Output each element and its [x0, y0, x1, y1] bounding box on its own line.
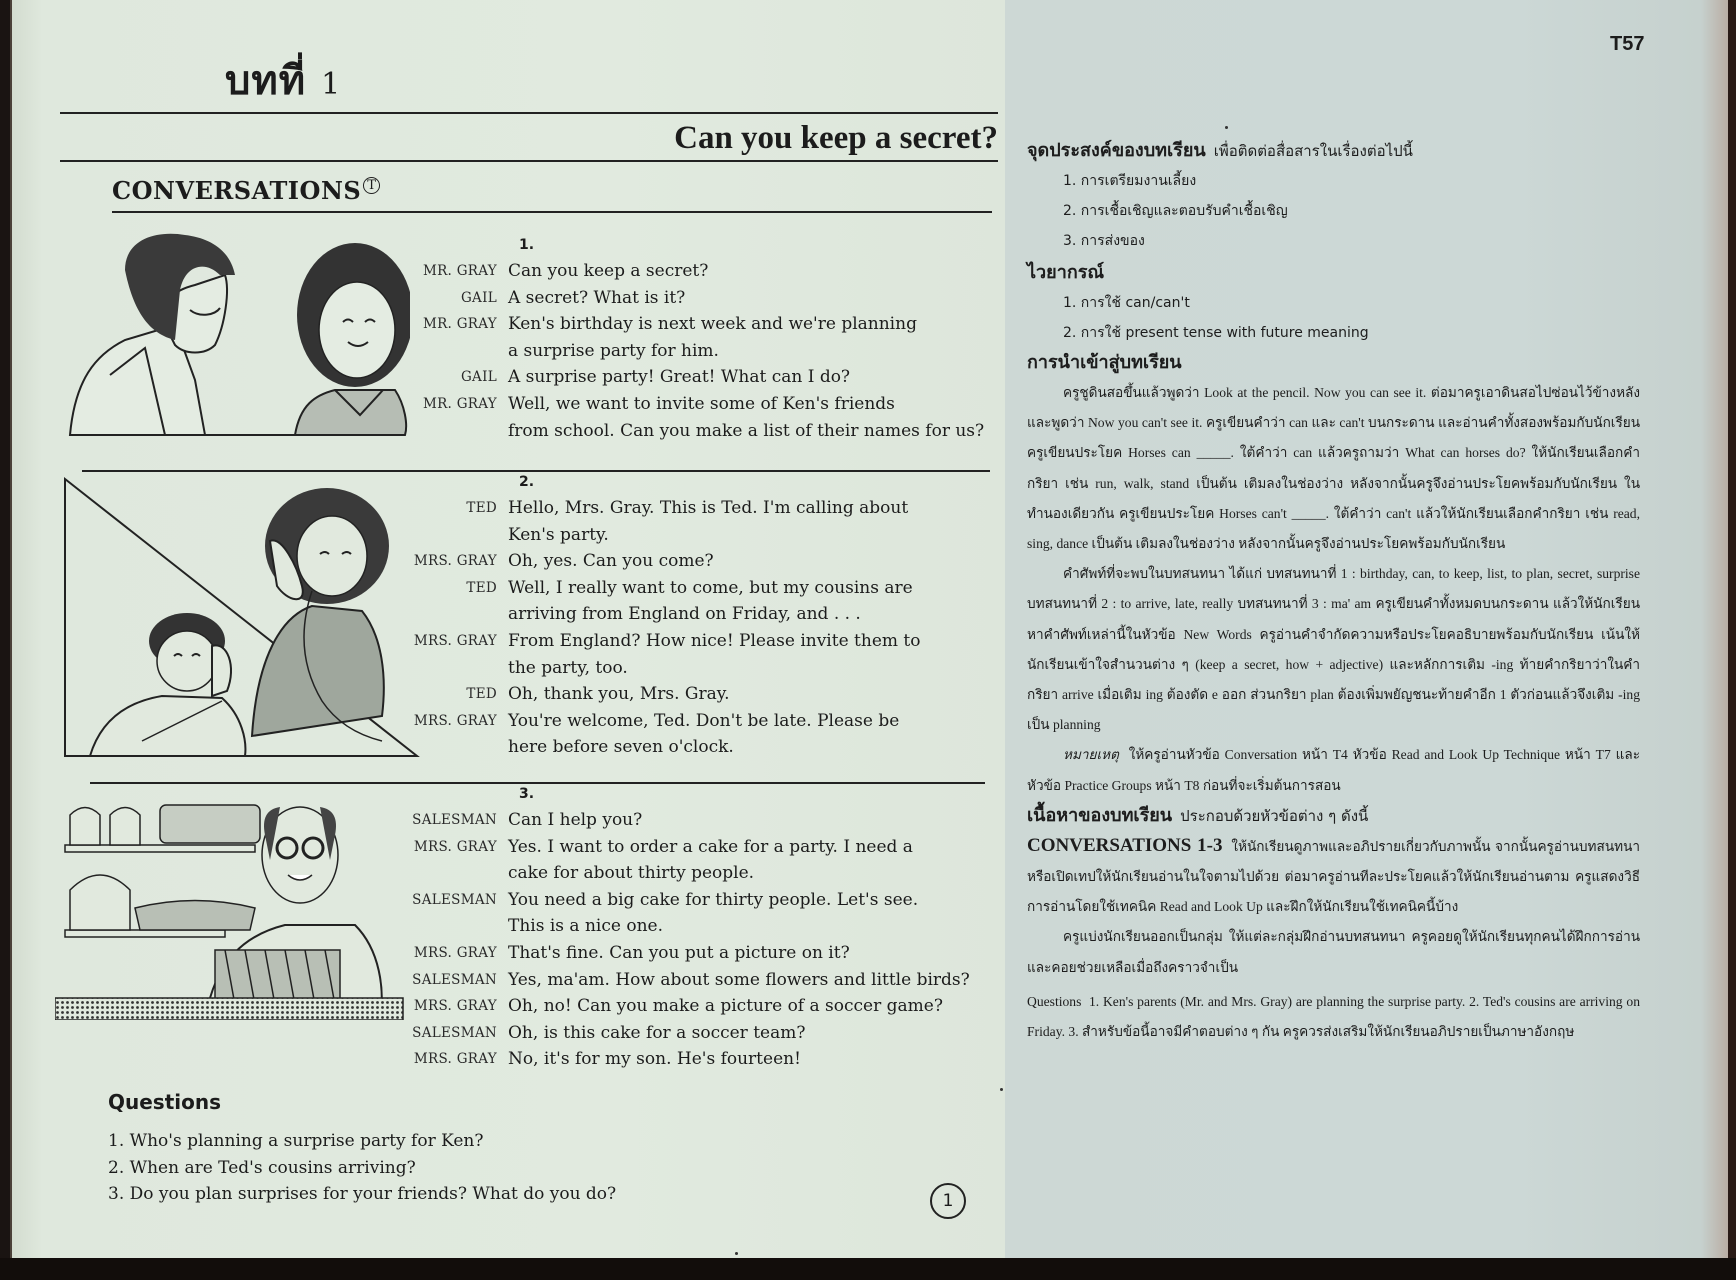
speaker: MRS. GRAY [413, 632, 497, 649]
dialog-line [380, 391, 1000, 418]
objectives-heading-text: จุดประสงค์ของบทเรียน [1027, 140, 1206, 161]
questions-heading: Questions [108, 1090, 222, 1114]
dialog-line [380, 601, 1000, 628]
dialog-line [380, 940, 1000, 967]
dialog-line [380, 1046, 1000, 1073]
speaker: TED [466, 686, 497, 703]
conversations-text: ให้นักเรียนดูภาพและอภิปรายเกี่ยวกับภาพนั้น จากนั้นครูอ่านบทสนทนาหรือเปิดเทปให้นักเรียนอ่านในใจตามไปด้วย ต่อมาครูอ่านทีละประโยคแล้วให้นักเรียนอ่านตาม ครูแสดงวิธีการอ่านโดยใช้เทคนิค Read and Look Up และฝึกให้นักเรียนใช้เทคนิคนี้บ้าง [1027, 838, 1640, 915]
content-tail: ประกอบด้วยหัวข้อต่าง ๆ ดังนี้ [1180, 806, 1369, 825]
speaker: SALESMAN [412, 971, 497, 988]
lesson-title [225, 48, 341, 112]
note-label: หมายเหตุ [1063, 747, 1119, 763]
utterance: Ken's party. [508, 524, 609, 545]
note-text: ให้ครูอ่านหัวข้อ Conversation หน้า T4 หัวข้อ Read and Look Up Technique หน้า T7 และหัวข้อ Practice Groups หน้า T8 ก่อนที่จะเริ่มต้นการสอน [1027, 747, 1640, 793]
teacher-page-number: T57 [1610, 33, 1645, 55]
utterance: A secret? What is it? [508, 287, 686, 308]
question-item: 1. Who's planning a surprise party for Ken? [108, 1131, 484, 1151]
dialog-line [380, 628, 1000, 655]
print-speck [1225, 126, 1228, 129]
dialog-line [380, 258, 1000, 285]
groups-paragraph: ครูแบ่งนักเรียนออกเป็นกลุ่ม ให้แต่ละกลุ่มฝึกอ่านบทสนทนา ครูคอยดูให้นักเรียนทุกคนได้ฝึกการอ่าน และคอยช่วยเหลือเมื่อถึงคราวจำเป็น [1027, 929, 1640, 975]
speaker: MRS. GRAY [413, 838, 497, 855]
utterance: Well, I really want to come, but my cousins are [508, 577, 913, 598]
utterance: Well, we want to invite some of Ken's friends [508, 393, 895, 414]
teacher-note-marker-icon: T [363, 177, 380, 194]
intro-paragraph: ครูชูดินสอขึ้นแล้วพูดว่า Look at the pencil. Now you can see it. ต่อมาครูเอาดินสอไปซ่อนไว้ข้างหลัง และพูดว่า Now you can't see it. ครูเขียนคำว่า can และ can't บนกระดาน และอ่านคำทั้งสองพร้อมกับนักเรียน ครูเขียนประโยค Horses can _____. ใต้คำว่า can แล้วครูถามว่า What can horses do? ให้นักเรียนเลือกคำกริยา เช่น run, walk, stand เป็นต้น เติมลงในช่องว่าง หลังจากนั้นครูจึงอ่านประโยคพร้อมกับนักเรียน ในทำนองเดียวกัน ครูเขียนประโยค Horses can't _____. ใต้คำว่า can't แล้วให้นักเรียนเลือกคำกริยา เช่น read, sing, dance เป็นต้น เติมลงในช่องว่าง หลังจากนั้นครูจึงอ่านประโยคพร้อมกับนักเรียน [1027, 385, 1640, 552]
lesson-label: บทที่ [225, 57, 307, 104]
question-item: 3. Do you plan surprises for your friends? What do you do? [108, 1184, 617, 1204]
speaker: MR. GRAY [422, 395, 497, 412]
dialog-line [380, 418, 1000, 445]
utterance: arriving from England on Friday, and . . . [508, 604, 861, 625]
print-speck [735, 1252, 738, 1255]
objectives-tail: เพื่อติดต่อสื่อสารในเรื่องต่อไปนี้ [1213, 142, 1413, 160]
answers-text: 1. Ken's parents (Mr. and Mrs. Gray) are planning the surprise party. 2. Ted's cousins are arriving on Friday. 3. สำหรับข้อนี้อาจมีคำตอบต่าง ๆ กัน ครูควรส่งเสริมให้นักเรียนอภิปรายเป็นภาษาอังกฤษ [1027, 993, 1640, 1040]
dialog-1 [380, 233, 1000, 444]
page-number-badge: 1 [930, 1183, 966, 1219]
dialog-line [380, 311, 1000, 338]
speaker: GAIL [460, 289, 497, 306]
utterance: the party, too. [508, 657, 628, 678]
dialog-line [380, 834, 1000, 861]
utterance: Can you keep a secret? [508, 261, 709, 281]
content-heading-text: เนื้อหาของบทเรียน [1027, 804, 1173, 826]
note-paragraph [1027, 740, 1640, 800]
grammar-item: 2. การใช้ present tense with future meaning [1063, 325, 1369, 341]
utterance: Oh, thank you, Mrs. Gray. [508, 684, 730, 705]
vocab-paragraph: คำศัพท์ที่จะพบในบทสนทนา ได้แก่ บทสนทนาที่ 1 : birthday, can, to keep, list, to plan, secret, surprise บทสนทนาที่ 2 : to arrive, late, really บทสนทนาที่ 3 : ma' am ครูเขียนคำทั้งหมดบนกระดาน แล้วให้นักเรียนหาคำศัพท์เหล่านี้ในหัวข้อ New Words ครูอ่านคำจำกัดความหรือประโยคอธิบายพร้อมกับนักเรียน เน้นให้นักเรียนเข้าใจสำนวนต่าง ๆ (keep a secret, how + adjective) และหลักการเติม -ing ท้ายคำกริยาว่าในคำกริยา arrive เมื่อเติม ing ต้องตัด e ออก ส่วนกริยา plan ต้องเพิ่มพยัญชนะท้ายคำอีก 1 ตัวก่อนแล้วจึงเติม -ing เป็น planning [1027, 566, 1640, 733]
dialog-line [380, 548, 1000, 575]
dialog-2 [380, 468, 1000, 761]
title-rule-bottom [60, 160, 998, 162]
answers-label: Questions [1027, 993, 1082, 1009]
utterance: This is a nice one. [508, 916, 663, 937]
conversations-paragraph [1027, 831, 1640, 923]
utterance: Oh, yes. Can you come? [508, 551, 714, 572]
dialog-line [380, 1020, 1000, 1047]
dialog-number: 3. [519, 786, 535, 802]
grammar-heading: ไวยากรณ์ [1027, 262, 1105, 283]
questions-list [108, 1128, 616, 1208]
speaker: SALESMAN [412, 1024, 497, 1041]
utterance: You're welcome, Ted. Don't be late. Please be [508, 710, 900, 731]
speaker: MR. GRAY [422, 263, 497, 279]
speaker: SALESMAN [412, 891, 497, 908]
utterance: cake for about thirty people. [508, 863, 755, 884]
speaker: MRS. GRAY [413, 712, 497, 729]
speaker: MRS. GRAY [413, 944, 497, 961]
dialog-line [380, 708, 1000, 735]
illustration-mr-gray-and-gail [65, 230, 410, 440]
conversations-label: CONVERSATIONS 1-3 [1027, 834, 1223, 856]
speaker: MRS. GRAY [413, 1051, 497, 1068]
dialog-line [380, 364, 1000, 391]
lesson-main-title: Can you keep a secret? [674, 120, 998, 156]
illustration-phone-call [62, 476, 422, 761]
speaker: MR. GRAY [422, 316, 497, 333]
utterance: Oh, is this cake for a soccer team? [508, 1022, 806, 1043]
grammar-item: 1. การใช้ can/can't [1063, 295, 1190, 311]
section-rule [112, 211, 992, 213]
illustration-bakery-salesman [55, 790, 405, 1020]
conversations-heading-text: CONVERSATIONS [112, 176, 362, 205]
dialog-line [380, 860, 1000, 887]
utterance: from school. Can you make a list of their names for us? [508, 420, 985, 441]
utterance: A surprise party! Great! What can I do? [508, 367, 851, 388]
intro-heading: การนำเข้าสู่บทเรียน [1027, 352, 1182, 373]
dialog-line [380, 734, 1000, 761]
speaker: TED [466, 500, 497, 516]
utterance: Oh, no! Can you make a picture of a soccer game? [508, 996, 943, 1017]
utterance: From England? How nice! Please invite them to [508, 630, 921, 651]
book-edge-right [1728, 0, 1736, 1280]
question-item: 2. When are Ted's cousins arriving? [108, 1157, 416, 1178]
answers-paragraph [1027, 987, 1640, 1047]
conversations-heading [112, 176, 380, 205]
objectives-heading [1027, 136, 1640, 166]
speaker: MRS. GRAY [413, 553, 497, 570]
print-speck [1000, 1088, 1003, 1091]
dialog-number: 2. [519, 474, 535, 490]
dialog-3 [380, 780, 1000, 1073]
utterance: You need a big cake for thirty people. Let's see. [508, 889, 919, 910]
utterance: Yes, ma'am. How about some flowers and little birds? [508, 969, 970, 990]
lesson-number: 1 [321, 67, 342, 102]
dialog-line [380, 655, 1000, 682]
dialog-line [380, 495, 1000, 522]
dialog-line [380, 338, 1000, 365]
dialog-line [380, 575, 1000, 602]
dialog-number: 1. [519, 237, 535, 253]
speaker: MRS. GRAY [413, 998, 497, 1015]
objective-item: 2. การเชื้อเชิญและตอบรับคำเชื้อเชิญ [1063, 203, 1288, 219]
objective-item: 3. การส่งของ [1063, 233, 1145, 249]
utterance: Ken's birthday is next week and we're planning [508, 314, 917, 335]
speaker: TED [466, 579, 497, 596]
utterance: Yes. I want to order a cake for a party. I need a [508, 836, 913, 857]
dialog-line [380, 967, 1000, 994]
dialog-line [380, 913, 1000, 940]
dialog-line [380, 807, 1000, 834]
dialog-line [380, 285, 1000, 312]
content-heading [1027, 801, 1640, 831]
dialog-line [380, 681, 1000, 708]
dialog-line [380, 522, 1000, 549]
utterance: here before seven o'clock. [508, 737, 734, 758]
utterance: Can I help you? [508, 810, 643, 830]
speaker: SALESMAN [412, 812, 497, 828]
dialog-line [380, 887, 1000, 914]
dialog-line [380, 993, 1000, 1020]
utterance: Hello, Mrs. Gray. This is Ted. I'm calling about [508, 498, 909, 518]
title-rule-top [60, 112, 998, 114]
objective-item: 1. การเตรียมงานเลี้ยง [1063, 173, 1197, 189]
speaker: GAIL [460, 369, 497, 386]
utterance: No, it's for my son. He's fourteen! [508, 1049, 801, 1070]
utterance: a surprise party for him. [508, 340, 719, 361]
utterance: That's fine. Can you put a picture on it? [508, 942, 850, 963]
book-edge-bottom [0, 1258, 1736, 1280]
objectives-section [1027, 136, 1640, 1047]
